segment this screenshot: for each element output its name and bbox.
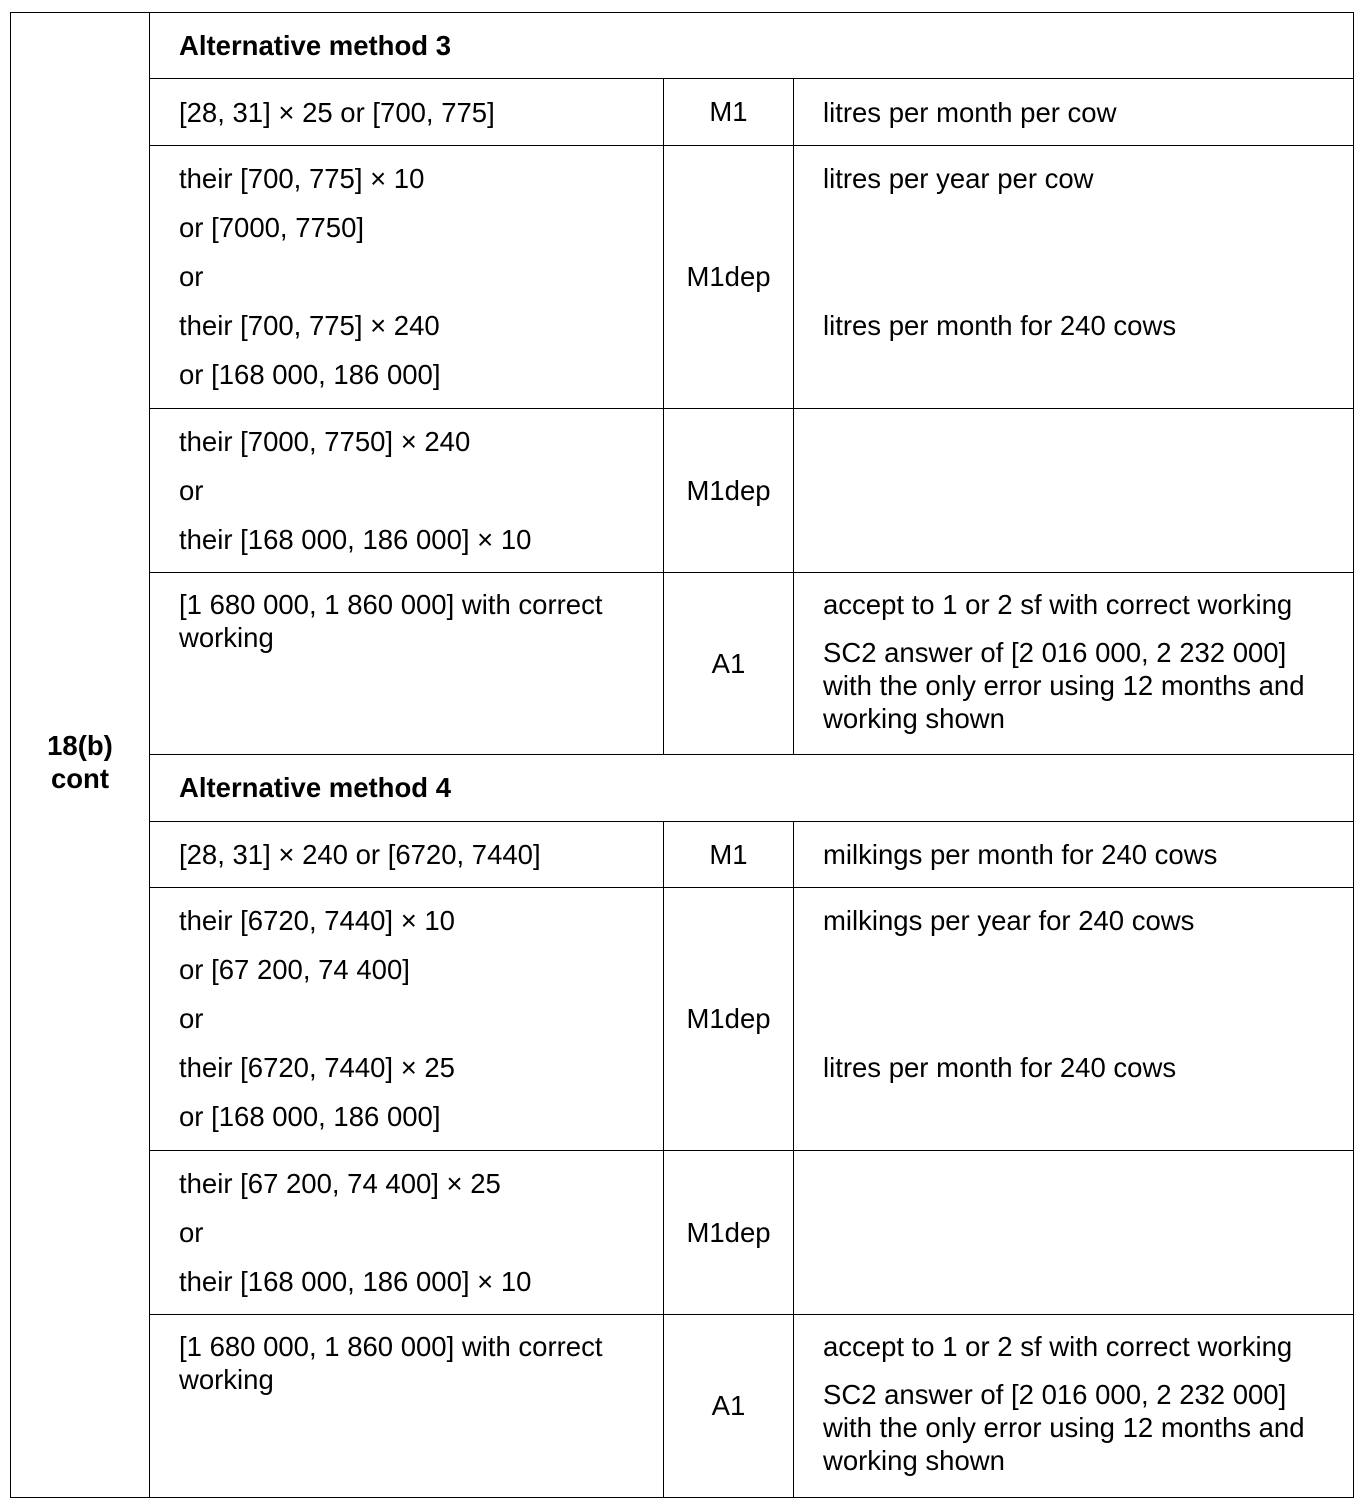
working-line: their [168 000, 186 000] × 10 <box>179 524 532 555</box>
working-cell <box>150 573 664 755</box>
working-line: or <box>179 1217 204 1248</box>
table-row <box>11 146 1354 409</box>
mark-scheme-page <box>10 12 1353 1497</box>
mark-scheme-table <box>10 12 1354 1498</box>
working-line: their [67 200, 74 400] × 25 <box>179 1168 501 1199</box>
table-row <box>11 1315 1354 1498</box>
question-number: 18(b) <box>47 730 113 761</box>
working-line: their [6720, 7440] × 10 <box>179 905 455 936</box>
comment-cell <box>794 573 1354 755</box>
question-number-cell <box>11 13 150 1498</box>
working-cell <box>150 1315 664 1498</box>
mark-cell: M1dep <box>664 1151 794 1315</box>
working-line: or <box>179 261 204 292</box>
working-line: [1 680 000, 1 860 000] with correct working <box>179 1331 603 1395</box>
comment-cell <box>794 409 1354 573</box>
working-line: their [6720, 7440] × 25 <box>179 1052 455 1083</box>
comment-cell <box>794 822 1354 888</box>
working-cell <box>150 822 664 888</box>
working-line: their [168 000, 186 000] × 10 <box>179 1266 532 1297</box>
section-header: Alternative method 4 <box>150 755 1354 822</box>
working-line: their [700, 775] × 240 <box>179 310 440 341</box>
comment-line: litres per month for 240 cows <box>823 310 1177 341</box>
mark-cell: M1dep <box>664 888 794 1151</box>
section-header-row <box>11 13 1354 79</box>
comment-line: SC2 answer of [2 016 000, 2 232 000] with the only error using 12 months and working shown <box>823 1379 1305 1476</box>
comment-cell <box>794 79 1354 146</box>
question-cont: cont <box>50 763 110 794</box>
section-header: Alternative method 3 <box>150 13 1354 79</box>
working-cell <box>150 1151 664 1315</box>
mark-cell: A1 <box>664 573 794 755</box>
mark-cell: M1dep <box>664 409 794 573</box>
comment-cell <box>794 1151 1354 1315</box>
working-line: or <box>179 475 204 506</box>
mark-cell: M1 <box>664 79 794 146</box>
table-row <box>11 409 1354 573</box>
comment-line: litres per month for 240 cows <box>823 1052 1177 1083</box>
comment-line: accept to 1 or 2 sf with correct working <box>823 589 1293 620</box>
working-cell <box>150 146 664 409</box>
mark-cell: A1 <box>664 1315 794 1498</box>
working-line: their [700, 775] × 10 <box>179 163 425 194</box>
comment-line: litres per month per cow <box>823 96 1117 128</box>
table-row <box>11 79 1354 146</box>
section-header-row <box>11 755 1354 822</box>
comment-cell <box>794 888 1354 1151</box>
working-line: or [7000, 7750] <box>179 212 365 243</box>
working-cell <box>150 79 664 146</box>
comment-cell <box>794 1315 1354 1498</box>
working-line: their [7000, 7750] × 240 <box>179 426 471 457</box>
working-line: or <box>179 1003 204 1034</box>
table-row <box>11 573 1354 755</box>
working-cell <box>150 888 664 1151</box>
working-line: or [168 000, 186 000] <box>179 1101 441 1132</box>
table-row <box>11 822 1354 888</box>
mark-cell: M1dep <box>664 146 794 409</box>
mark-cell: M1 <box>664 822 794 888</box>
table-row <box>11 888 1354 1151</box>
working-line: [28, 31] × 240 or [6720, 7440] <box>179 839 541 870</box>
working-line: [1 680 000, 1 860 000] with correct working <box>179 589 603 653</box>
comment-line: SC2 answer of [2 016 000, 2 232 000] with the only error using 12 months and working shown <box>823 637 1305 734</box>
comment-line: litres per year per cow <box>823 163 1094 194</box>
comment-line: milkings per month for 240 cows <box>823 839 1218 870</box>
comment-line: accept to 1 or 2 sf with correct working <box>823 1331 1293 1362</box>
working-line: or [168 000, 186 000] <box>179 359 441 390</box>
working-line: or [67 200, 74 400] <box>179 954 410 985</box>
table-row <box>11 1151 1354 1315</box>
comment-cell <box>794 146 1354 409</box>
working-cell <box>150 409 664 573</box>
working-line: [28, 31] × 25 or [700, 775] <box>179 96 495 128</box>
comment-line: milkings per year for 240 cows <box>823 905 1195 936</box>
